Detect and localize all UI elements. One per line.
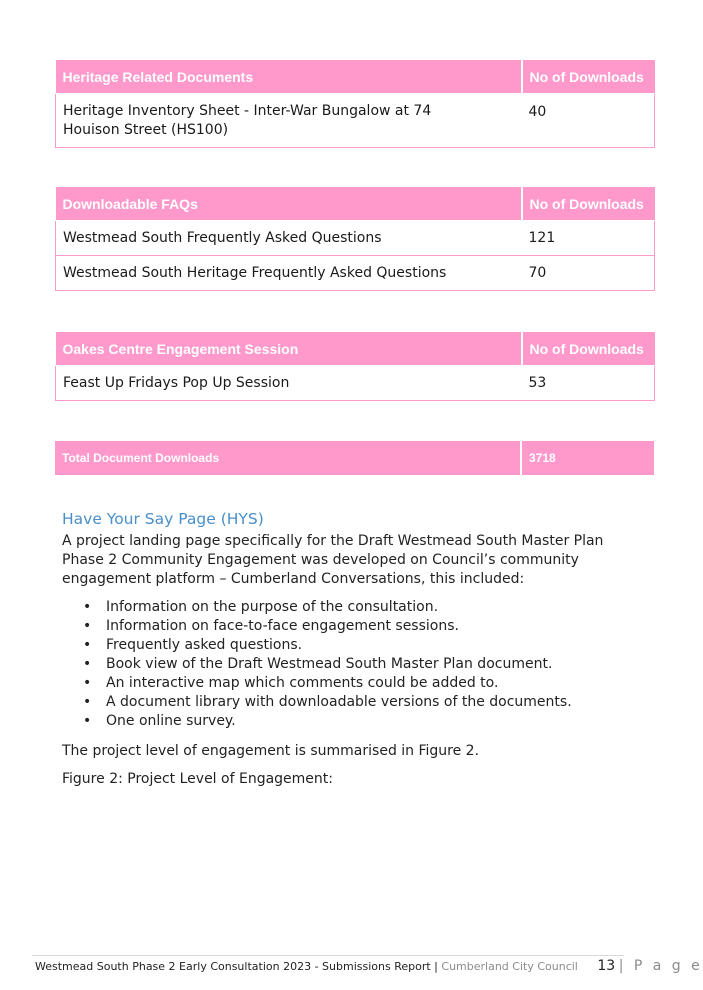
list-item: • Information on face-to-face engagement sessions. <box>83 618 459 634</box>
table-cell: Westmead South Heritage Frequently Asked Questions <box>56 256 522 291</box>
table-cell: Heritage Inventory Sheet - Inter-War Bungalow at 74 Houison Street (HS100) <box>56 94 522 148</box>
table-row <box>56 256 655 291</box>
table-header-cell: No of Downloads <box>522 187 655 221</box>
table-header-row <box>56 332 655 366</box>
total-downloads-table <box>55 441 654 475</box>
list-item: • Book view of the Draft Westmead South Master Plan document. <box>83 656 553 672</box>
page-label: | P a g e <box>618 958 703 974</box>
table-cell: Feast Up Fridays Pop Up Session <box>56 366 522 401</box>
bullet-icon: • <box>83 675 92 691</box>
total-value: 3718 <box>521 441 654 475</box>
footer-report-title: Westmead South Phase 2 Early Consultation 2023 - Submissions Report <box>35 960 431 973</box>
bullet-icon: • <box>83 656 92 672</box>
figure-caption: Figure 2: Project Level of Engagement: <box>62 771 333 787</box>
table-row <box>56 221 655 256</box>
footer-divider <box>32 955 624 956</box>
intro-paragraph: A project landing page specifically for the Draft Westmead South Master Plan Phase 2 Community Engagement was developed on Council’s community engagement platform – Cumberland Conversations, this included: <box>62 533 604 587</box>
section-heading: Have Your Say Page (HYS) <box>62 510 264 528</box>
table-header-cell: Heritage Related Documents <box>56 60 522 94</box>
list-item: • Information on the purpose of the consultation. <box>83 599 439 615</box>
feature-list <box>62 598 622 731</box>
summary-paragraph: The project level of engagement is summarised in Figure 2. <box>62 743 480 759</box>
heritage-documents-table <box>55 60 655 148</box>
table-header-cell: No of Downloads <box>522 60 655 94</box>
page-number: 13 <box>597 958 616 974</box>
table-header-cell: Downloadable FAQs <box>56 187 522 221</box>
table-header-row <box>56 60 655 94</box>
oakes-centre-table <box>55 332 655 401</box>
table-header-cell: Oakes Centre Engagement Session <box>56 332 522 366</box>
footer-council: Cumberland City Council <box>441 960 578 973</box>
table-row <box>56 366 655 401</box>
list-item: • An interactive map which comments could be added to. <box>83 675 499 691</box>
bullet-icon: • <box>83 618 92 634</box>
bullet-icon: • <box>83 713 92 729</box>
table-header-cell: No of Downloads <box>522 332 655 366</box>
table-cell: Westmead South Frequently Asked Questions <box>56 221 522 256</box>
list-item: • Frequently asked questions. <box>83 637 303 653</box>
table-cell: 53 <box>522 366 655 401</box>
bullet-icon: • <box>83 637 92 653</box>
table-cell: 40 <box>522 94 655 148</box>
faqs-table <box>55 187 655 291</box>
bullet-icon: • <box>83 694 92 710</box>
list-item: • One online survey. <box>83 713 236 729</box>
table-row <box>56 94 655 148</box>
table-header-row <box>55 441 654 475</box>
total-label: Total Document Downloads <box>55 441 521 475</box>
footer-separator: | <box>434 960 438 973</box>
bullet-icon: • <box>83 599 92 615</box>
table-header-row <box>56 187 655 221</box>
table-cell: 121 <box>522 221 655 256</box>
table-cell: 70 <box>522 256 655 291</box>
page-footer <box>35 958 703 974</box>
list-item: • A document library with downloadable versions of the documents. <box>83 694 572 710</box>
